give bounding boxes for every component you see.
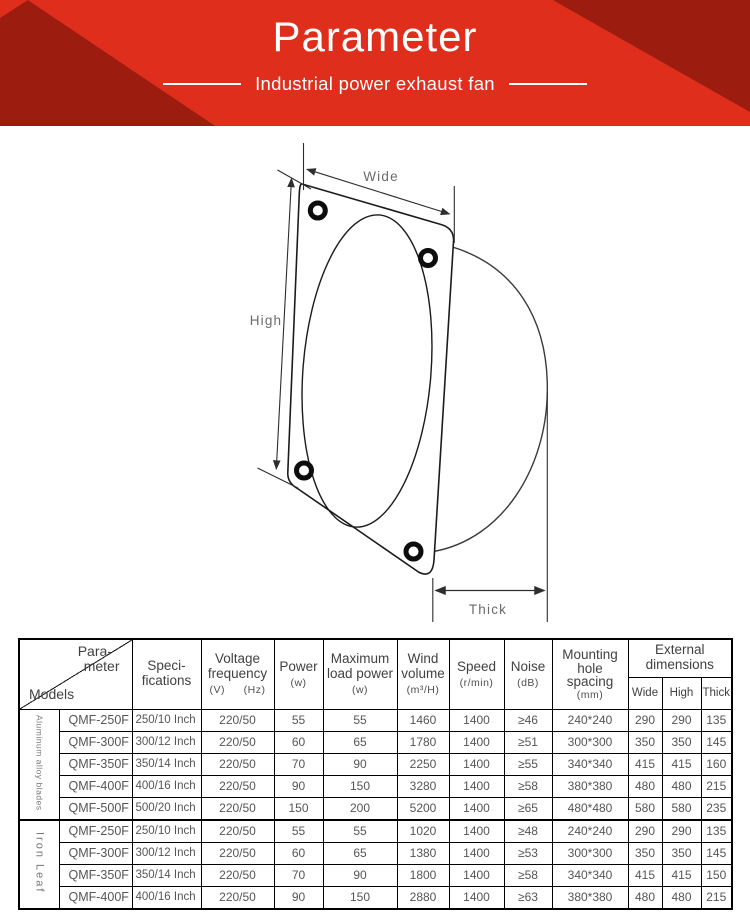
cell-noise: ≥48 [504,820,552,843]
subtitle-rule-right [509,83,587,85]
cell-speed: 1400 [449,886,504,909]
cell-mounting-hole-spacing: 240*240 [552,709,628,731]
cell-model: QMF-400F [59,886,132,909]
cell-thick: 215 [701,775,732,797]
cell-wide: 350 [628,842,662,864]
cell-max-load-power: 200 [323,797,397,820]
table-row [19,842,732,864]
cell-noise: ≥53 [504,842,552,864]
mounting-hole-top-left [310,203,325,218]
page-subtitle: Industrial power exhaust fan [255,73,495,94]
cell-speed: 1400 [449,731,504,753]
table-row [19,731,732,753]
cell-mounting-hole-spacing: 380*380 [552,775,628,797]
cell-specification: 350/14 Inch [132,753,201,775]
cell-mounting-hole-spacing: 380*380 [552,886,628,909]
cell-max-load-power: 55 [323,820,397,843]
cell-model: QMF-400F [59,775,132,797]
column-header-specifications: Speci- fications [132,639,201,709]
mounting-hole-bottom-right [406,544,421,559]
cell-mounting-hole-spacing: 240*240 [552,820,628,843]
cell-wind-volume: 1780 [397,731,449,753]
cell-model: QMF-300F [59,731,132,753]
row-group-label: Aluminum alloy blades [19,709,59,820]
cell-wide: 415 [628,864,662,886]
cell-noise: ≥46 [504,709,552,731]
cell-high: 350 [662,842,701,864]
cell-voltage-frequency: 220/50 [201,709,274,731]
cell-thick: 145 [701,842,732,864]
cell-model: QMF-250F [59,709,132,731]
cell-max-load-power: 150 [323,886,397,909]
cell-voltage-frequency: 220/50 [201,842,274,864]
cell-thick: 135 [701,820,732,843]
cell-noise: ≥51 [504,731,552,753]
cell-high: 480 [662,886,701,909]
cell-power: 55 [274,709,323,731]
cell-specification: 250/10 Inch [132,820,201,843]
cell-wind-volume: 1020 [397,820,449,843]
cell-max-load-power: 65 [323,842,397,864]
wide-dimension-label: Wide [363,169,399,184]
column-header-power: Power (w) [274,639,323,709]
cell-speed: 1400 [449,864,504,886]
cell-wide: 580 [628,797,662,820]
cell-mounting-hole-spacing: 300*300 [552,731,628,753]
mounting-hole-bottom-left [297,463,312,478]
table-row [19,820,732,843]
cell-mounting-hole-spacing: 340*340 [552,864,628,886]
column-header-external-dimensions: External dimensions [628,639,732,677]
cell-max-load-power: 150 [323,775,397,797]
cell-high: 580 [662,797,701,820]
cell-wind-volume: 1800 [397,864,449,886]
cell-power: 60 [274,731,323,753]
cell-speed: 1400 [449,775,504,797]
cell-wide: 480 [628,775,662,797]
cell-model: QMF-300F [59,842,132,864]
cell-noise: ≥58 [504,864,552,886]
cell-specification: 300/12 Inch [132,731,201,753]
cell-voltage-frequency: 220/50 [201,731,274,753]
cell-power: 60 [274,842,323,864]
column-header-speed: Speed (r/min) [449,639,504,709]
cell-high: 350 [662,731,701,753]
cell-wind-volume: 5200 [397,797,449,820]
high-dimension-label: High [249,313,283,328]
cell-high: 290 [662,709,701,731]
cell-power: 55 [274,820,323,843]
cell-power: 70 [274,753,323,775]
subtitle-row [0,73,750,95]
cell-wide: 480 [628,886,662,909]
table-row [19,709,732,731]
cell-speed: 1400 [449,842,504,864]
row-group-label: Iron Leaf [19,820,59,909]
cell-high: 290 [662,820,701,843]
corner-header-cell [19,639,132,709]
column-header-wide: Wide [628,677,662,709]
cell-noise: ≥65 [504,797,552,820]
cell-voltage-frequency: 220/50 [201,864,274,886]
cell-max-load-power: 90 [323,864,397,886]
cell-speed: 1400 [449,797,504,820]
cell-specification: 250/10 Inch [132,709,201,731]
parameter-corner-label: Para- meter [77,643,120,675]
cell-specification: 300/12 Inch [132,842,201,864]
cell-mounting-hole-spacing: 480*480 [552,797,628,820]
cell-high: 415 [662,864,701,886]
fan-diagram [0,126,750,638]
cell-thick: 160 [701,753,732,775]
cell-power: 90 [274,886,323,909]
column-header-wind-volume: Wind volume (m³/H) [397,639,449,709]
column-header-noise: Noise (dB) [504,639,552,709]
cell-wind-volume: 1460 [397,709,449,731]
table-row [19,753,732,775]
cell-thick: 135 [701,709,732,731]
cell-thick: 235 [701,797,732,820]
header-banner [0,0,750,126]
cell-wide: 415 [628,753,662,775]
cell-specification: 400/16 Inch [132,775,201,797]
cell-wide: 290 [628,820,662,843]
table-row [19,864,732,886]
cell-noise: ≥63 [504,886,552,909]
cell-specification: 500/20 Inch [132,797,201,820]
cell-voltage-frequency: 220/50 [201,797,274,820]
page-title: Parameter [272,13,478,60]
table-body [19,709,732,909]
cell-voltage-frequency: 220/50 [201,886,274,909]
column-header-mounting-hole-spacing: Mounting hole spacing (mm) [552,639,628,709]
cell-high: 480 [662,775,701,797]
cell-power: 150 [274,797,323,820]
cell-voltage-frequency: 220/50 [201,753,274,775]
cell-thick: 145 [701,731,732,753]
cell-power: 90 [274,775,323,797]
cell-wind-volume: 2880 [397,886,449,909]
cell-model: QMF-500F [59,797,132,820]
cell-speed: 1400 [449,820,504,843]
subtitle-rule-left [163,83,241,85]
fan-frame-outline [288,184,454,574]
cell-speed: 1400 [449,753,504,775]
cell-max-load-power: 65 [323,731,397,753]
cell-voltage-frequency: 220/50 [201,820,274,843]
table-row [19,775,732,797]
cell-wind-volume: 3280 [397,775,449,797]
cell-max-load-power: 90 [323,753,397,775]
table-row [19,886,732,909]
cell-wide: 290 [628,709,662,731]
cell-mounting-hole-spacing: 340*340 [552,753,628,775]
thick-dimension-label: Thick [468,602,508,617]
cell-specification: 350/14 Inch [132,864,201,886]
cell-voltage-frequency: 220/50 [201,775,274,797]
cell-speed: 1400 [449,709,504,731]
cell-wide: 350 [628,731,662,753]
cell-thick: 215 [701,886,732,909]
cell-max-load-power: 55 [323,709,397,731]
column-header-high: High [662,677,701,709]
column-header-max-load-power: Maximum load power (w) [323,639,397,709]
cell-model: QMF-350F [59,864,132,886]
spec-table [18,638,733,910]
high-extension-line-top [278,170,312,189]
cell-specification: 400/16 Inch [132,886,201,909]
mounting-hole-top-right [421,251,436,266]
cell-power: 70 [274,864,323,886]
cell-model: QMF-250F [59,820,132,843]
cell-noise: ≥55 [504,753,552,775]
cell-thick: 150 [701,864,732,886]
cell-mounting-hole-spacing: 300*300 [552,842,628,864]
cell-wind-volume: 2250 [397,753,449,775]
models-corner-label: Models [29,685,75,702]
cell-noise: ≥58 [504,775,552,797]
cell-high: 415 [662,753,701,775]
column-header-voltage-frequency: Voltage frequency (V) (Hz) [201,639,274,709]
cell-wind-volume: 1380 [397,842,449,864]
cell-model: QMF-350F [59,753,132,775]
table-row [19,797,732,820]
column-header-thick: Thick [701,677,732,709]
